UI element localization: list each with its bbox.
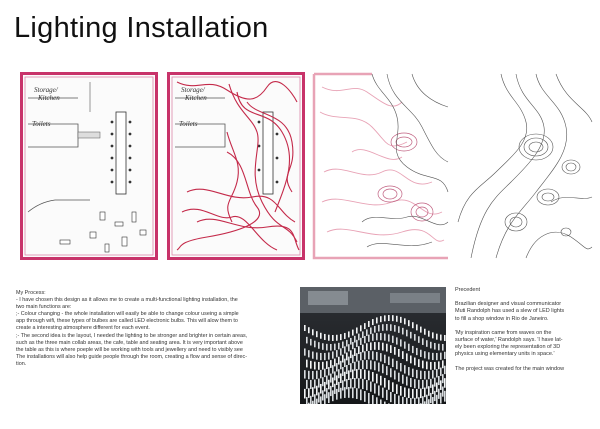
page-title: Lighting Installation — [14, 12, 269, 44]
label-kitchen: Kitchen — [185, 94, 207, 102]
contour-overlay-drawing — [312, 72, 450, 260]
precedent-text — [455, 287, 588, 373]
process-line: - I have chosen this design as it allows me to create a multi-functional lighting installation, the — [16, 297, 238, 304]
process-line: such as the three main collab areas, the cafe, table and seating area. It is very important above — [16, 339, 243, 346]
precedent-line: physics using elementary units in space.' — [455, 351, 555, 358]
precedent-line: ely been exploring the representation of 3D — [455, 344, 561, 351]
precedent-line: The project was created for the main window — [455, 365, 565, 372]
label-toilets: Toilets — [32, 120, 51, 128]
label-storage: Storage/ — [34, 86, 58, 94]
process-line: ;- The second idea is the layout, I needed the lighting to be stronger and brighter in certain areas, — [16, 332, 248, 339]
label-toilets: Toilets — [179, 120, 198, 128]
precedent-line: to fill a shop window in Rio de Janeiro. — [455, 315, 549, 322]
precedent-heading: Precedent — [455, 287, 481, 293]
label-kitchen: Kitchen — [38, 94, 60, 102]
precedent-line: surface of water,' Randolph says. 'I have lat- — [455, 337, 563, 344]
lighting-layout-drawing — [167, 72, 305, 260]
process-text — [16, 290, 292, 368]
precedent-line: 'My inspiration came from waves on the — [455, 329, 552, 336]
precedent-photo — [300, 287, 446, 404]
process-heading: My Process: — [16, 290, 46, 296]
label-storage: Storage/ — [181, 86, 205, 94]
process-line: create a interesting atmosphere different for each event. — [16, 325, 150, 332]
table-shape — [116, 112, 126, 194]
contour-pattern-drawing — [456, 72, 594, 260]
process-line: app through wifi, these types of bulbes are called LED electronic bulbs. This will alow them to — [16, 318, 238, 325]
process-line: the table as this is where poeple will be working with tools and jewellery and need to visibly see — [16, 346, 243, 353]
floor-plan-drawing — [20, 72, 158, 260]
process-line: The installations will also help guide people through the room, creating a flow and sense of direc- — [16, 353, 248, 360]
process-line: tion. — [16, 360, 27, 367]
precedent-line: Brazilian designer and visual communicator — [455, 301, 562, 308]
process-line: two main functions are: — [16, 304, 72, 311]
process-line: ;- Colour changing - the whole installation will easily be able to change colour useing a simple — [16, 311, 239, 318]
precedent-line: Muti Randolph has used a slew of LED lights — [455, 308, 565, 315]
